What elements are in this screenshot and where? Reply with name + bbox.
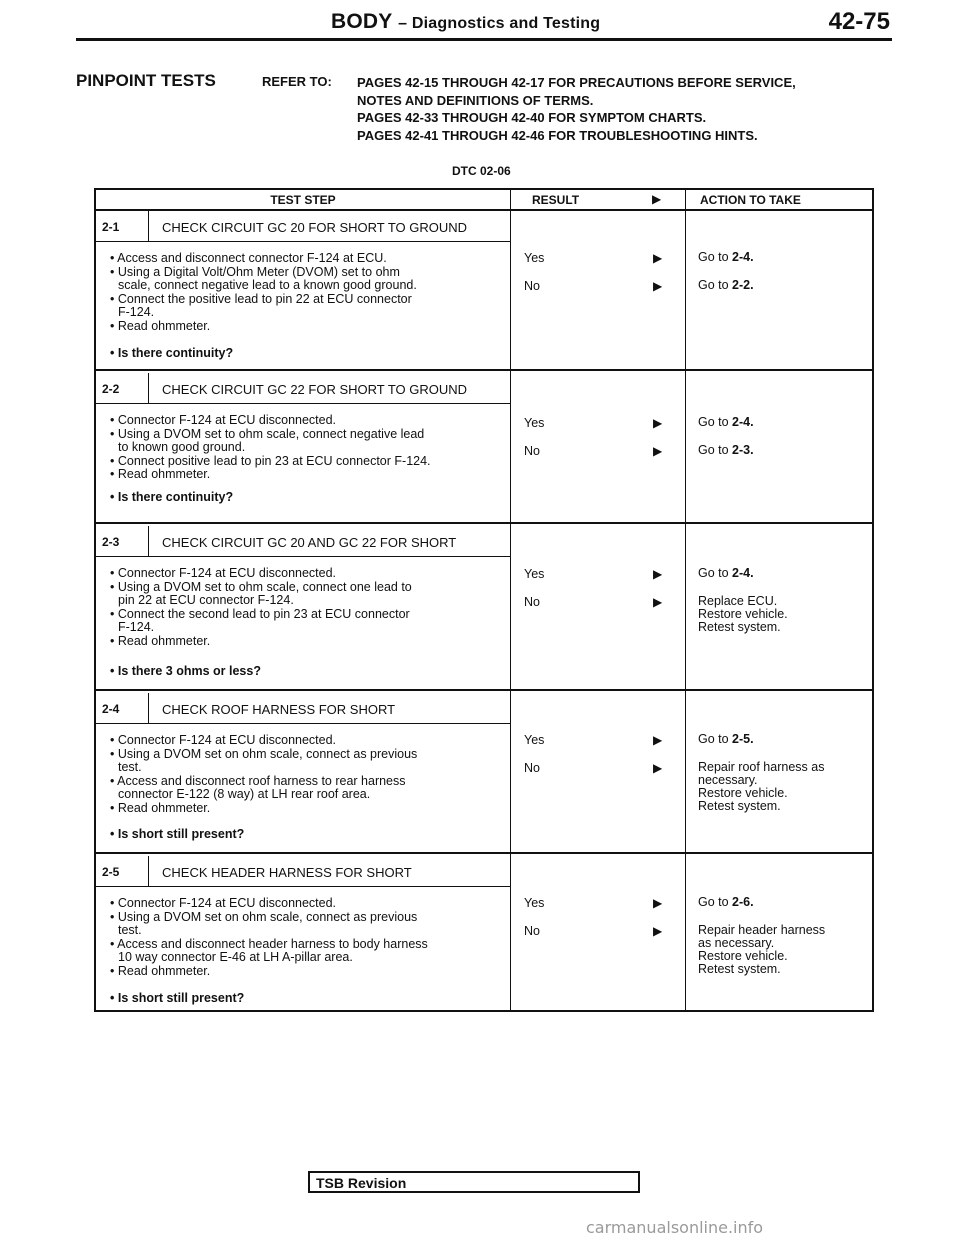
action-target: 2-4. <box>732 250 754 264</box>
action-text: Go to <box>698 895 733 909</box>
arrow-icon: ▶ <box>653 251 663 265</box>
step-divider <box>96 689 872 691</box>
arrow-icon: ▶ <box>653 416 663 430</box>
step-number: 2-5 <box>102 865 120 879</box>
refer-to-lines <box>357 74 796 144</box>
instruction-line: • Read ohmmeter. <box>110 963 211 978</box>
arrow-icon: ▶ <box>653 279 663 293</box>
action-target: 2-4. <box>732 566 754 580</box>
step-question: • Is there continuity? <box>110 490 234 504</box>
action-target: 2-5. <box>732 732 754 746</box>
action-yes <box>698 896 754 909</box>
table-header <box>96 190 872 211</box>
action-line: Retest system. <box>698 962 781 976</box>
action-no <box>698 595 788 634</box>
instruction-line: • Connector F-124 at ECU disconnected. <box>110 413 337 427</box>
instruction-line: test. <box>118 923 142 937</box>
page-title <box>331 10 600 34</box>
instruction-line: • Connect positive lead to pin 23 at ECU connector F-124. <box>110 453 431 468</box>
action-yes <box>698 567 754 580</box>
action-text: Go to <box>698 443 733 457</box>
step-title: CHECK CIRCUIT GC 22 FOR SHORT TO GROUND <box>162 382 468 397</box>
action-line: Restore vehicle. <box>698 786 788 800</box>
result-no: No <box>524 595 540 609</box>
step-header <box>96 856 510 887</box>
refer-line: PAGES 42-15 THROUGH 42-17 FOR PRECAUTIONS BEFORE SERVICE, <box>357 75 796 90</box>
instruction-line: pin 22 at ECU connector F-124. <box>118 593 294 607</box>
refer-to-label: REFER TO: <box>262 74 332 89</box>
action-line: Retest system. <box>698 799 781 813</box>
test-step-2-1 <box>96 211 872 371</box>
result-no: No <box>524 444 540 458</box>
page-number: 42-75 <box>828 8 890 35</box>
action-line: Repair header harness <box>698 923 826 937</box>
action-no <box>698 444 754 457</box>
step-instructions <box>110 414 506 482</box>
action-line: Restore vehicle. <box>698 949 788 963</box>
instruction-line: test. <box>118 760 142 774</box>
pinpoint-test-table <box>94 188 874 1012</box>
instruction-line: • Access and disconnect roof harness to rear harness <box>110 773 406 788</box>
pinpoint-tests-heading: PINPOINT TESTS <box>76 71 216 90</box>
page-header <box>76 6 892 38</box>
instruction-line: • Connector F-124 at ECU disconnected. <box>110 896 337 910</box>
step-instructions <box>110 897 506 978</box>
action-line: Repair roof harness as <box>698 760 825 774</box>
instruction-line: • Connector F-124 at ECU disconnected. <box>110 733 337 747</box>
step-question: • Is short still present? <box>110 991 245 1005</box>
instruction-line: • Connect the second lead to pin 23 at ECU connector <box>110 606 410 621</box>
action-line: Retest system. <box>698 620 781 634</box>
instruction-line: • Using a DVOM set to ohm scale, connect one lead to <box>110 579 412 594</box>
step-number: 2-2 <box>102 382 120 396</box>
result-no: No <box>524 279 540 293</box>
step-number-divider <box>148 526 149 556</box>
step-header <box>96 693 510 724</box>
action-yes <box>698 416 754 429</box>
arrow-icon: ▶ <box>653 924 663 938</box>
action-target: 2-3. <box>732 443 754 457</box>
step-number-divider <box>148 856 149 886</box>
instruction-line: • Connector F-124 at ECU disconnected. <box>110 566 337 580</box>
instruction-line: • Using a DVOM set on ohm scale, connect as previous <box>110 909 418 924</box>
instruction-line: • Access and disconnect header harness to body harness <box>110 936 428 951</box>
action-line: necessary. <box>698 773 758 787</box>
dtc-code: DTC 02-06 <box>452 164 511 178</box>
instruction-line: scale, connect negative lead to a known good ground. <box>118 278 417 292</box>
test-step-2-5 <box>96 856 872 1010</box>
instruction-line: F-124. <box>118 620 155 634</box>
result-yes: Yes <box>524 251 545 265</box>
instruction-line: • Read ohmmeter. <box>110 318 211 333</box>
instruction-line: • Access and disconnect connector F-124 at ECU. <box>110 251 387 265</box>
instruction-line: • Read ohmmeter. <box>110 800 211 815</box>
test-step-2-3 <box>96 526 872 691</box>
result-header: RESULT <box>532 193 580 207</box>
step-number: 2-4 <box>102 702 120 716</box>
step-header <box>96 526 510 557</box>
instruction-line: • Using a DVOM set on ohm scale, connect as previous <box>110 746 418 761</box>
step-instructions <box>110 567 506 648</box>
action-header: ACTION TO TAKE <box>700 193 801 207</box>
arrow-icon: ▶ <box>653 444 663 458</box>
step-header <box>96 373 510 404</box>
header-rule <box>76 38 892 41</box>
action-yes <box>698 251 754 264</box>
step-number-divider <box>148 211 149 241</box>
arrow-icon: ▶ <box>653 896 663 910</box>
test-step-2-4 <box>96 693 872 854</box>
arrow-icon: ▶ <box>653 595 663 609</box>
step-number: 2-1 <box>102 220 120 234</box>
action-text: Go to <box>698 732 733 746</box>
instruction-line: 10 way connector E-46 at LH A-pillar area. <box>118 950 353 964</box>
result-yes: Yes <box>524 416 545 430</box>
action-line: Replace ECU. <box>698 594 778 608</box>
section-subtitle: – Diagnostics and Testing <box>398 15 601 32</box>
arrow-icon: ▶ <box>652 192 662 206</box>
action-text: Go to <box>698 566 733 580</box>
arrow-icon: ▶ <box>653 567 663 581</box>
refer-line: NOTES AND DEFINITIONS OF TERMS. <box>357 92 594 108</box>
result-no: No <box>524 761 540 775</box>
step-title: CHECK CIRCUIT GC 20 FOR SHORT TO GROUND <box>162 220 468 235</box>
instruction-line: connector E-122 (8 way) at LH rear roof area. <box>118 787 371 801</box>
step-number: 2-3 <box>102 535 120 549</box>
instruction-line: • Using a DVOM set to ohm scale, connect negative lead <box>110 426 425 441</box>
instruction-line: • Using a Digital Volt/Ohm Meter (DVOM) set to ohm <box>110 264 400 279</box>
result-no: No <box>524 924 540 938</box>
step-number-divider <box>148 693 149 723</box>
action-line: as necessary. <box>698 936 775 950</box>
step-question: • Is there continuity? <box>110 346 234 360</box>
action-line: Restore vehicle. <box>698 607 788 621</box>
arrow-icon: ▶ <box>653 761 663 775</box>
action-no <box>698 279 754 292</box>
tsb-revision-label: TSB Revision <box>316 1175 407 1191</box>
footer-watermark: carmanualsonline.info <box>586 1218 764 1237</box>
action-text: Go to <box>698 250 733 264</box>
step-number-divider <box>148 373 149 403</box>
refer-line: PAGES 42-41 THROUGH 42-46 FOR TROUBLESHOOTING HINTS. <box>357 127 758 143</box>
action-yes <box>698 733 754 746</box>
action-target: 2-2. <box>732 278 754 292</box>
step-title: CHECK CIRCUIT GC 20 AND GC 22 FOR SHORT <box>162 535 457 550</box>
instruction-line: • Read ohmmeter. <box>110 467 211 481</box>
tsb-revision-box <box>308 1171 640 1193</box>
result-yes: Yes <box>524 733 545 747</box>
action-target: 2-4. <box>732 415 754 429</box>
result-yes: Yes <box>524 896 545 910</box>
step-title: CHECK HEADER HARNESS FOR SHORT <box>162 865 412 880</box>
step-header <box>96 211 510 242</box>
action-text: Go to <box>698 415 733 429</box>
action-no <box>698 761 824 813</box>
test-step-2-2 <box>96 373 872 524</box>
step-divider <box>96 522 872 524</box>
step-divider <box>96 852 872 854</box>
step-question: • Is short still present? <box>110 827 245 841</box>
refer-line: PAGES 42-33 THROUGH 42-40 FOR SYMPTOM CHARTS. <box>357 110 707 125</box>
step-instructions <box>110 252 506 333</box>
step-title: CHECK ROOF HARNESS FOR SHORT <box>162 702 396 717</box>
instruction-line: to known good ground. <box>118 440 246 454</box>
instruction-line: • Connect the positive lead to pin 22 at ECU connector <box>110 291 412 306</box>
instruction-line: • Read ohmmeter. <box>110 633 211 648</box>
step-instructions <box>110 734 506 815</box>
action-no <box>698 924 825 976</box>
test-step-header: TEST STEP <box>270 193 336 207</box>
arrow-icon: ▶ <box>653 733 663 747</box>
action-text: Go to <box>698 278 733 292</box>
section-title: BODY <box>331 10 393 33</box>
result-yes: Yes <box>524 567 545 581</box>
step-divider <box>96 369 872 371</box>
action-target: 2-6. <box>732 895 754 909</box>
instruction-line: F-124. <box>118 305 155 319</box>
step-question: • Is there 3 ohms or less? <box>110 664 261 678</box>
